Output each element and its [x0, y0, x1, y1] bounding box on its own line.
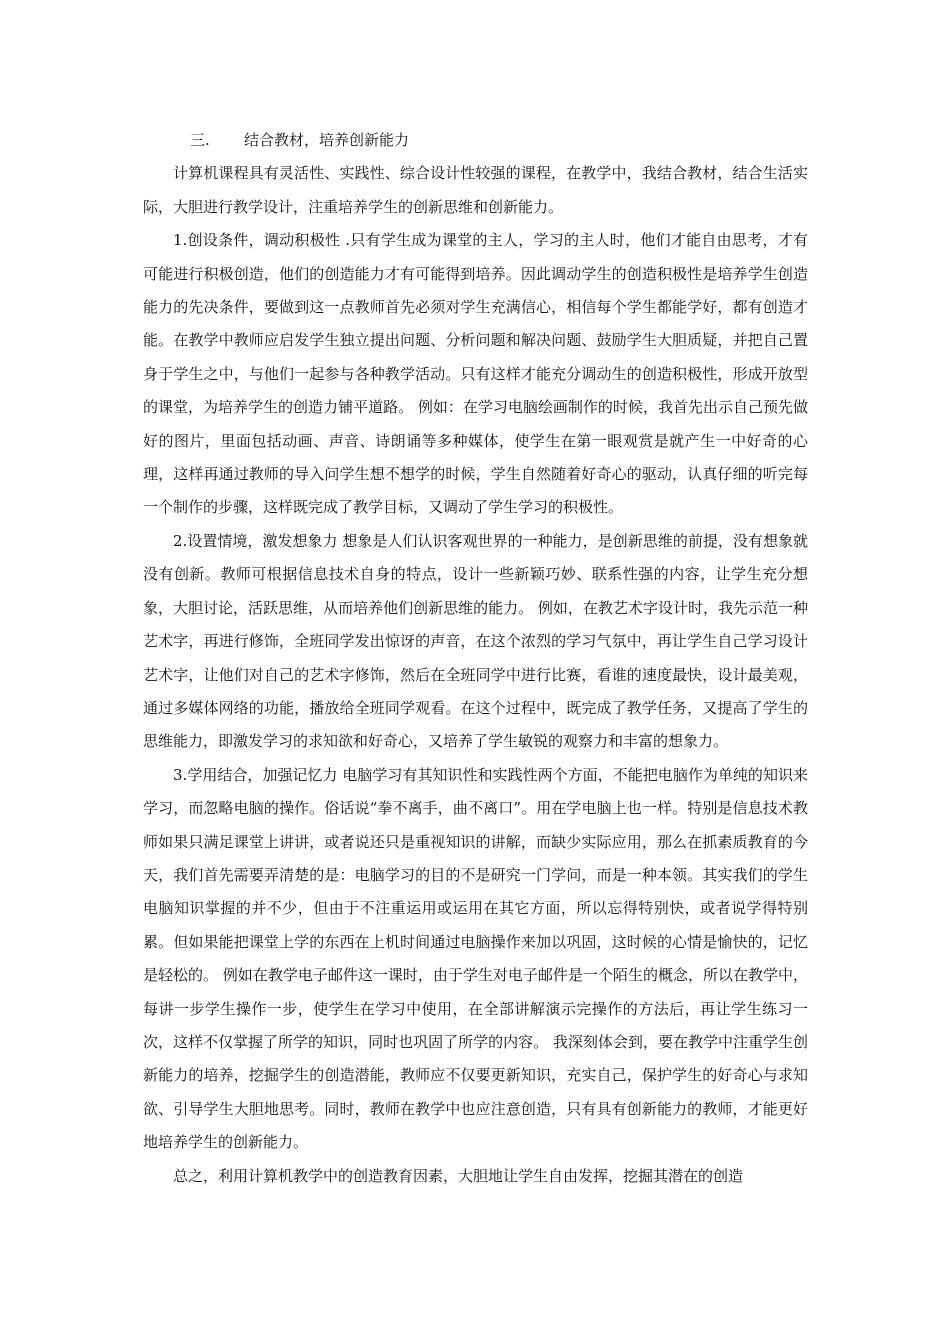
paragraph-intro: 计算机课程具有灵活性、实践性、综合设计性较强的课程，在教学中，我结合教材，结合生活实际，大胆进行教学设计，注重培养学生的创新思维和创新能力。 [143, 164, 808, 216]
section-heading [143, 124, 808, 157]
document-page [143, 124, 808, 1193]
paragraph-point-3: 3.学用结合，加强记忆力 电脑学习有其知识性和实践性两个方面，不能把电脑作为单纯的知识来学习，而忽略电脑的操作。俗话说“拳不离手，曲不离口”。用在学电脑上也一样。特别是信息技术教师如果只满足课堂上讲讲，或者说还只是重视知识的讲解，而缺少实际应用，那么在抓素质教育的今天，我们首先需要弄清楚的是：电脑学习的目的不是研究一门学问，而是一种本领。其实我们的学生电脑知识掌握的并不少，但由于不注重运用或运用在其它方面，所以忘得特别快，或者说学得特别累。但如果能把课堂上学的东西在上机时间通过电脑操作来加以巩固，这时候的心情是愉快的，记忆是轻松的。 例如在教学电子邮件这一课时，由于学生对电子邮件是一个陌生的概念，所以在教学中，每讲一步学生操作一步，使学生在学习中使用，在全部讲解演示完操作的方法后，再让学生练习一次，这样不仅掌握了所学的知识，同时也巩固了所学的内容。 我深刻体会到，要在教学中注重学生创新能力的培养，挖掘学生的创造潜能，教师应不仅要更新知识，充实自己，保护学生的好奇心与求知欲、引导学生大胆地思考。同时，教师在教学中也应注意创造，只有具有创新能力的教师，才能更好地培养学生的创新能力。 [143, 765, 808, 1152]
paragraph-point-1: 1.创设条件，调动积极性 .只有学生成为课堂的主人，学习的主人时，他们才能自由思考，才有可能进行积极创造，他们的创造能力才有可能得到培养。因此调动学生的创造积极性是培养学生创造能力的先决条件，要做到这一点教师首先必须对学生充满信心，相信每个学生都能学好，都有创造才能。在教学中教师应启发学生独立提出问题、分析问题和解决问题、鼓励学生大胆质疑，并把自己置身于学生之中，与他们一起参与各种教学活动。只有这样才能充分调动生的创造积极性，形成开放型的课堂，为培养学生的创造力铺平道路。 例如：在学习电脑绘画制作的时候，我首先出示自己预先做好的图片，里面包括动画、声音、诗朗诵等多种媒体，使学生在第一眼观赏是就产生一中好奇的心理，这样再通过教师的导入问学生想不想学的时候，学生自然随着好奇心的驱动，认真仔细的听完每一个制作的步骤，这样既完成了教学目标，又调动了学生学习的积极性。 [143, 231, 808, 517]
section-number: 三. [190, 131, 210, 149]
section-title: 结合教材，培养创新能力 [244, 131, 410, 149]
paragraph-point-2: 2.设置情境，激发想象力 想象是人们认识客观世界的一种能力，是创新思维的前提，没有想象就没有创新。教师可根据信息技术自身的特点，设计一些新颖巧妙、联系性强的内容，让学生充分想象，大胆讨论，活跃思维，从而培养他们创新思维的能力。 例如，在教艺术字设计时，我先示范一种艺术字，再进行修饰，全班同学发出惊讶的声音，在这个浓烈的学习气氛中，再让学生自己学习设计艺术字，让他们对自己的艺术字修饰，然后在全班同学中进行比赛，看谁的速度最快，设计最美观，通过多媒体网络的功能，播放给全班同学观看。在这个过程中，既完成了教学任务，又提高了学生的思维能力，即激发学习的求知欲和好奇心，又培养了学生敏锐的观察力和丰富的想象力。 [143, 531, 808, 751]
paragraph-conclusion: 总之，利用计算机教学中的创造教育因素，大胆地让学生自由发挥，挖掘其潜在的创造 [173, 1166, 744, 1185]
